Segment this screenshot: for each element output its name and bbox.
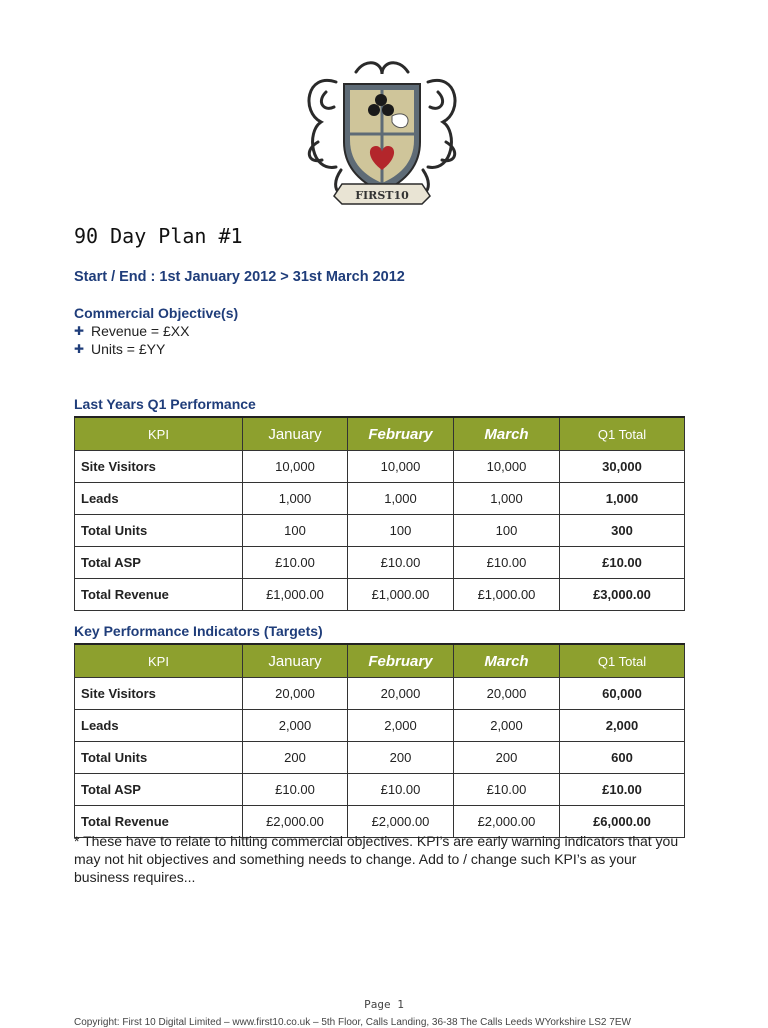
table-cell: 20,000 (243, 678, 348, 710)
cross-bullet-icon: ✚ (74, 324, 85, 338)
targets-heading: Key Performance Indicators (Targets) (74, 623, 323, 639)
table-cell: £10.00 (348, 774, 454, 806)
column-header: KPI (75, 417, 243, 451)
objective-text: Revenue = £XX (91, 323, 190, 339)
total-cell: £10.00 (560, 774, 685, 806)
row-label: Total ASP (75, 774, 243, 806)
table-row (75, 547, 685, 579)
table-cell: 10,000 (454, 451, 560, 483)
table-cell: 100 (243, 515, 348, 547)
table-cell: 20,000 (348, 678, 454, 710)
table-cell: 100 (348, 515, 454, 547)
table-cell: 20,000 (454, 678, 560, 710)
table-cell: £10.00 (454, 547, 560, 579)
row-label: Leads (75, 710, 243, 742)
table-cell: 200 (454, 742, 560, 774)
objectives-heading: Commercial Objective(s) (74, 305, 239, 321)
table-cell: 2,000 (243, 710, 348, 742)
first10-crest-logo (296, 52, 468, 212)
total-cell: £3,000.00 (560, 579, 685, 611)
column-header: Q1 Total (560, 417, 685, 451)
table-row (75, 678, 685, 710)
column-header: February (348, 644, 454, 678)
row-label: Site Visitors (75, 678, 243, 710)
column-header: Q1 Total (560, 644, 685, 678)
column-header: KPI (75, 644, 243, 678)
table-cell: 200 (243, 742, 348, 774)
table-cell: 10,000 (243, 451, 348, 483)
table-row (75, 515, 685, 547)
total-cell: 2,000 (560, 710, 685, 742)
plan-dates: Start / End : 1st January 2012 > 31st March 2012 (74, 269, 405, 285)
table-cell: £2,000.00 (348, 806, 454, 838)
table-cell: £1,000.00 (348, 579, 454, 611)
table-cell: 1,000 (454, 483, 560, 515)
table-cell: £2,000.00 (454, 806, 560, 838)
cross-bullet-icon: ✚ (74, 342, 85, 356)
total-cell: £10.00 (560, 547, 685, 579)
row-label: Leads (75, 483, 243, 515)
table-cell: 2,000 (348, 710, 454, 742)
table-cell: 100 (454, 515, 560, 547)
table-cell: 1,000 (243, 483, 348, 515)
table-cell: 1,000 (348, 483, 454, 515)
kpi-footnote: * These have to relate to hitting commercial objectives. KPI’s are early warning indicators that you may not hit objectives and something needs to change. Add to / change such KPI’s as your business requires... (74, 833, 679, 885)
table-row (75, 579, 685, 611)
total-cell: 600 (560, 742, 685, 774)
total-cell: 30,000 (560, 451, 685, 483)
table-row (75, 742, 685, 774)
table-cell: £1,000.00 (243, 579, 348, 611)
row-label: Site Visitors (75, 451, 243, 483)
column-header: March (454, 417, 560, 451)
table-cell: 10,000 (348, 451, 454, 483)
total-cell: 60,000 (560, 678, 685, 710)
list-item (74, 340, 189, 358)
copyright-footer: Copyright: First 10 Digital Limited – www.first10.co.uk – 5th Floor, Calls Landing, 36-38 The Calls Leeds WYorkshire LS2 7EW (74, 1017, 631, 1028)
table-header-row (75, 417, 685, 451)
table-cell: 200 (348, 742, 454, 774)
row-label: Total Revenue (75, 579, 243, 611)
total-cell: 300 (560, 515, 685, 547)
page-title: 90 Day Plan #1 (74, 224, 243, 248)
column-header: January (243, 644, 348, 678)
table-cell: £1,000.00 (454, 579, 560, 611)
row-label: Total Units (75, 742, 243, 774)
table-row (75, 774, 685, 806)
table-cell: £10.00 (348, 547, 454, 579)
last-year-table (74, 416, 685, 611)
total-cell: 1,000 (560, 483, 685, 515)
table-header-row (75, 644, 685, 678)
row-label: Total ASP (75, 547, 243, 579)
table-cell: £10.00 (454, 774, 560, 806)
table-cell: 2,000 (454, 710, 560, 742)
column-header: January (243, 417, 348, 451)
table-row (75, 710, 685, 742)
objectives-list (74, 322, 189, 358)
logo-banner-text: FIRST10 (355, 189, 409, 202)
table-cell: £10.00 (243, 774, 348, 806)
table-row (75, 483, 685, 515)
row-label: Total Revenue (75, 806, 243, 838)
list-item (74, 322, 189, 340)
page-number: Page 1 (364, 998, 404, 1011)
column-header: February (348, 417, 454, 451)
objective-text: Units = £YY (91, 341, 166, 357)
column-header: March (454, 644, 560, 678)
row-label: Total Units (75, 515, 243, 547)
last-year-heading: Last Years Q1 Performance (74, 396, 256, 412)
table-cell: £10.00 (243, 547, 348, 579)
total-cell: £6,000.00 (560, 806, 685, 838)
table-cell: £2,000.00 (243, 806, 348, 838)
table-row (75, 451, 685, 483)
targets-table (74, 643, 685, 838)
